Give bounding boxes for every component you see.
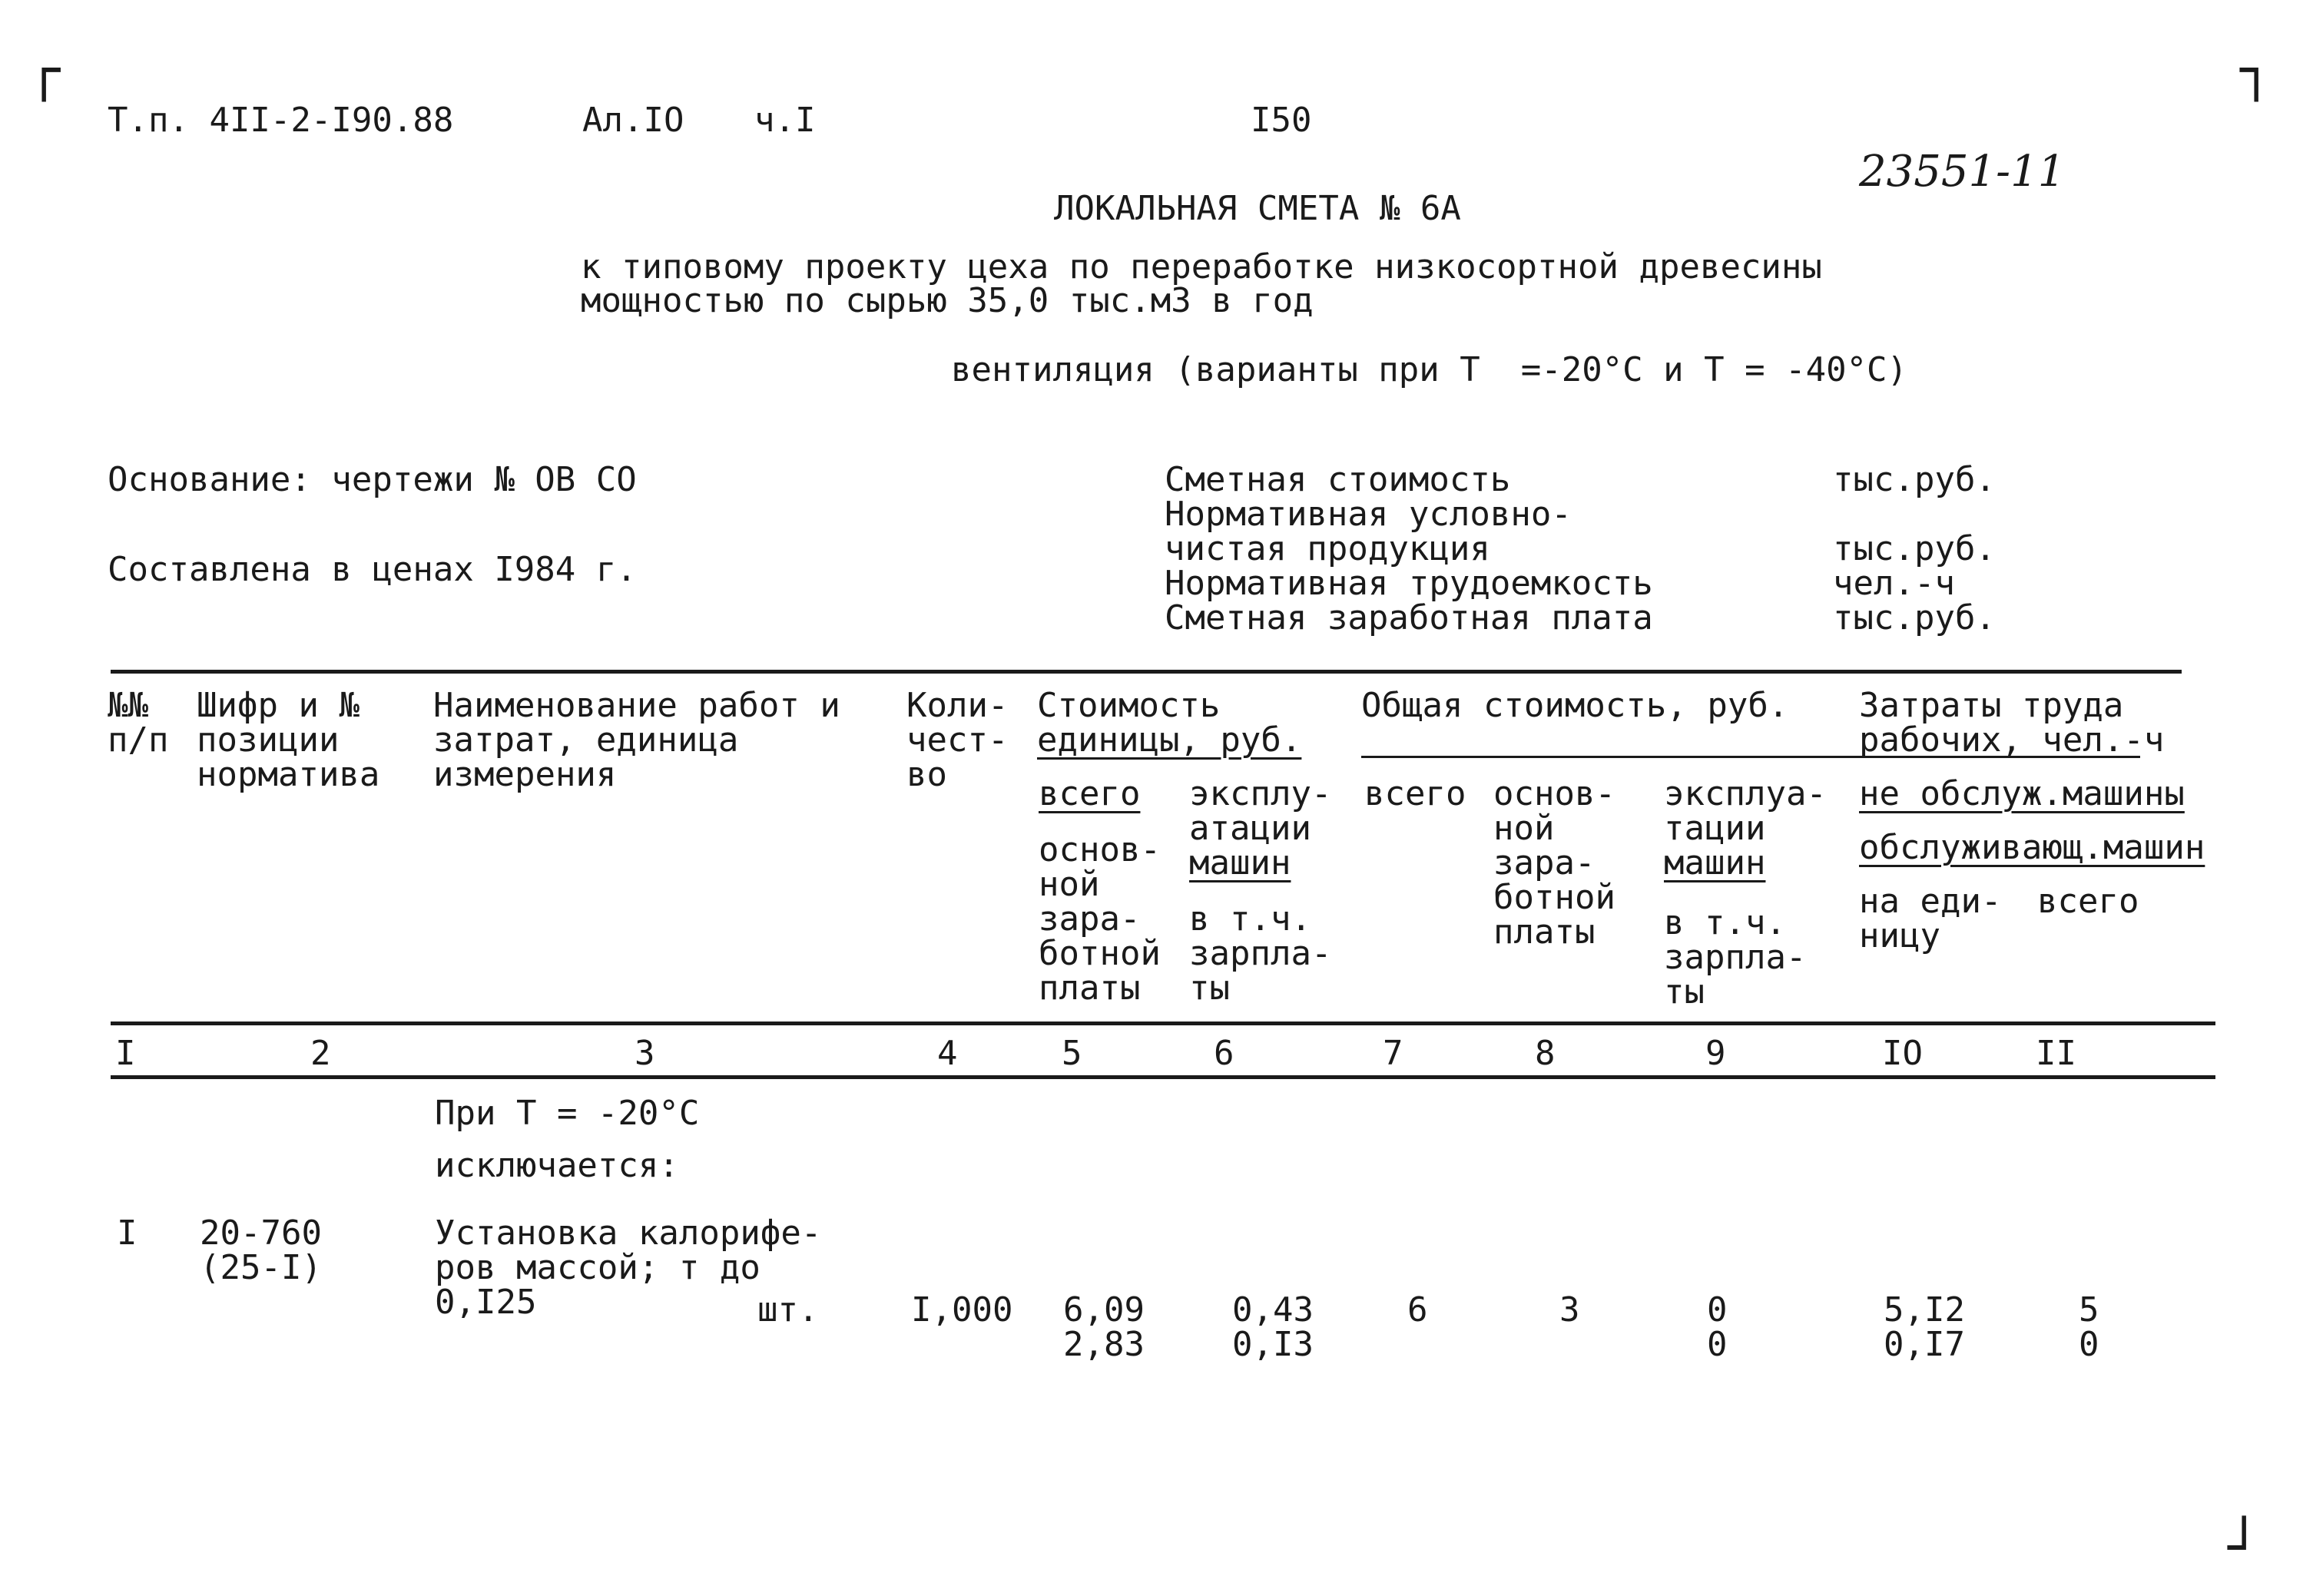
- row-total-machine-wages: 0: [1707, 1325, 1728, 1364]
- section-title: При Т = -20°С: [435, 1094, 700, 1133]
- row-unit: шт.: [757, 1290, 819, 1329]
- title-line-1: к типовому проекту цеха по переработке низкосортной древесины: [581, 247, 1822, 286]
- col-number-1: I: [115, 1034, 136, 1073]
- header-name-3: измерения: [433, 755, 617, 794]
- header-name-2: затрат, единица: [433, 720, 739, 760]
- part-ref: ч.I: [754, 101, 816, 140]
- header-c8-5: платы: [1493, 912, 1596, 952]
- header-labor-1: Затраты труда: [1859, 686, 2124, 725]
- summary-unit-3: тыс.руб.: [1833, 529, 1996, 568]
- header-c7: всего: [1364, 774, 1466, 813]
- header-qty-3: во: [906, 755, 947, 794]
- row-labor-per-unit: 5,I2: [1884, 1290, 1965, 1329]
- col-number-3: 3: [635, 1034, 655, 1073]
- col-number-5: 5: [1062, 1034, 1082, 1073]
- header-c5-5: ботной: [1039, 934, 1161, 973]
- row-labor-total-machine: 0: [2079, 1325, 2099, 1364]
- header-c5-4: зара-: [1039, 899, 1141, 939]
- col-number-10: IO: [1882, 1034, 1923, 1073]
- col-number-11: II: [2036, 1034, 2076, 1073]
- col-number-6: 6: [1214, 1034, 1234, 1073]
- row-total-machine: 0: [1707, 1290, 1728, 1329]
- corner-mark-top-right: ┐: [2240, 38, 2273, 101]
- header-c5-6: платы: [1039, 969, 1141, 1008]
- header-c5-3: ной: [1039, 865, 1100, 904]
- header-c9-2: тации: [1664, 809, 1766, 848]
- header-unit-cost-1: Стоимость: [1037, 686, 1221, 725]
- row-unit-total: 6,09: [1063, 1290, 1145, 1329]
- summary-label-2: Нормативная условно-: [1165, 495, 1572, 534]
- row-name-2: ров массой; т до: [435, 1248, 761, 1287]
- header-c6-1: эксплу-: [1189, 774, 1332, 813]
- title-line-2: мощностью по сырью 35,0 тыс.м3 в год: [581, 281, 1314, 320]
- header-c9-5: зарпла-: [1664, 938, 1807, 977]
- title-line-3: вентиляция (варианты при Т =-20°С и Т = -40°С): [951, 350, 1908, 389]
- header-code-1: Шифр и №: [197, 686, 360, 725]
- header-c6-2: атации: [1189, 809, 1311, 848]
- header-unit-cost-2: единицы, руб.: [1037, 720, 1302, 760]
- handwritten-number: 23551-11: [1859, 147, 2066, 197]
- header-c5-2: основ-: [1039, 830, 1161, 869]
- header-qty-1: Коли-: [906, 686, 1009, 725]
- header-qty-2: чест-: [906, 720, 1009, 760]
- col-number-4: 4: [937, 1034, 958, 1073]
- table-top-rule: [111, 670, 2182, 674]
- header-c6-6: ты: [1189, 969, 1230, 1008]
- row-name-3: 0,I25: [435, 1283, 537, 1322]
- col-number-2: 2: [310, 1034, 331, 1073]
- header-name-1: Наименование работ и: [433, 686, 840, 725]
- page-number: I50: [1251, 101, 1312, 140]
- doc-ref: Т.п. 4II-2-I90.88: [108, 101, 454, 140]
- corner-mark-top-left: ┌: [28, 38, 61, 101]
- summary-unit-5: тыс.руб.: [1833, 598, 1996, 637]
- column-numbers-rule: [111, 1075, 2215, 1079]
- doc-title: ЛОКАЛЬНАЯ СМЕТА № 6А: [1054, 189, 1461, 228]
- header-c8-2: ной: [1493, 809, 1555, 848]
- header-total-cost: Общая стоимость, руб.: [1361, 686, 1789, 725]
- header-num-2: п/п: [108, 720, 169, 760]
- header-c10-2: ницу: [1859, 916, 1940, 955]
- header-c10-1: на еди-: [1859, 882, 2002, 921]
- row-unit-wages: 2,83: [1063, 1325, 1145, 1364]
- summary-label-4: Нормативная трудоемкость: [1165, 564, 1653, 603]
- row-name-1: Установка калорифе-: [435, 1214, 822, 1253]
- basis-text: Основание: чертежи № ОВ СО: [108, 460, 637, 499]
- header-labor-2: рабочих, чел.-ч: [1859, 720, 2165, 760]
- header-c8-3: зара-: [1493, 843, 1596, 882]
- row-unit-machine-wages: 0,I3: [1232, 1325, 1314, 1364]
- row-code-1: 20-760: [200, 1214, 322, 1253]
- header-labor-sub1: не обслуж.машины: [1859, 774, 2185, 813]
- header-c9-6: ты: [1664, 972, 1705, 1012]
- header-c9-4: в т.ч.: [1664, 903, 1786, 942]
- prices-text: Составлена в ценах I984 г.: [108, 550, 637, 589]
- header-c6-3: машин: [1189, 843, 1291, 882]
- corner-mark-bottom-right: ┘: [2228, 1516, 2261, 1579]
- row-unit-machine: 0,43: [1232, 1290, 1314, 1329]
- header-num-1: №№: [108, 686, 148, 725]
- col-number-9: 9: [1705, 1034, 1726, 1073]
- header-c5-1: всего: [1039, 774, 1141, 813]
- header-c9-1: эксплуа-: [1664, 774, 1827, 813]
- album-ref: Ал.IO: [582, 101, 684, 140]
- header-labor-sub2: обслуживающ.машин: [1859, 828, 2205, 867]
- header-bottom-rule: [111, 1022, 2215, 1025]
- summary-unit-1: тыс.руб.: [1833, 460, 1996, 499]
- header-c8-1: основ-: [1493, 774, 1615, 813]
- row-qty: I,000: [911, 1290, 1013, 1329]
- row-labor-per-unit-machine: 0,I7: [1884, 1325, 1965, 1364]
- summary-label-3: чистая продукция: [1165, 529, 1490, 568]
- summary-label-1: Сметная стоимость: [1165, 460, 1511, 499]
- col-number-7: 7: [1383, 1034, 1403, 1073]
- row-total-wages: 3: [1559, 1290, 1580, 1329]
- row-number: I: [117, 1214, 138, 1253]
- header-c11: всего: [2037, 882, 2139, 921]
- summary-unit-4: чел.-ч: [1833, 564, 1955, 603]
- row-code-2: (25-I): [200, 1248, 322, 1287]
- header-code-3: норматива: [197, 755, 380, 794]
- header-c8-4: ботной: [1493, 878, 1615, 917]
- header-code-2: позиции: [197, 720, 340, 760]
- row-labor-total: 5: [2079, 1290, 2099, 1329]
- header-c6-4: в т.ч.: [1189, 899, 1311, 939]
- header-c9-3: машин: [1664, 843, 1766, 882]
- header-c6-5: зарпла-: [1189, 934, 1332, 973]
- summary-label-5: Сметная заработная плата: [1165, 598, 1653, 637]
- col-number-8: 8: [1535, 1034, 1556, 1073]
- section-subtitle: исключается:: [435, 1146, 679, 1185]
- row-total: 6: [1407, 1290, 1428, 1329]
